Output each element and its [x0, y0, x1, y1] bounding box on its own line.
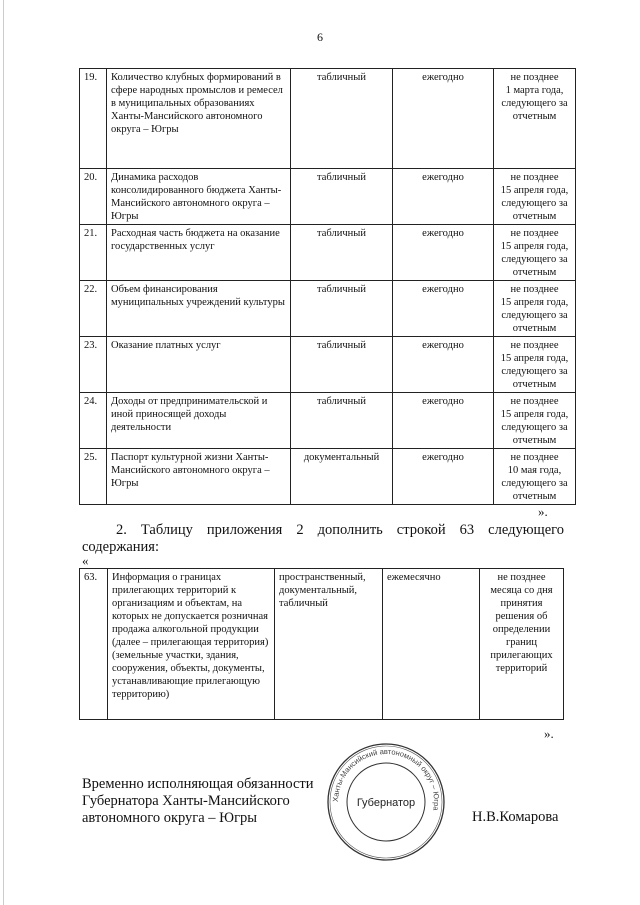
row-name: Информация о границах прилегающих территорий к организациям и объектам, на которых не допускается розничная продажа алкогольной продукции (далее – прилегающая территория) (земельные участки, здания, сооружения, объекты, документы, устанавливающие прилегающую территорию) — [108, 569, 275, 720]
seal-center-text: Губернатор — [356, 797, 416, 809]
row-deadline: не позднее 15 апреля года, следующего за отчетным — [494, 337, 576, 393]
row-period: ежегодно — [393, 169, 494, 225]
scan-margin-line — [3, 0, 4, 905]
row-number: 23. — [80, 337, 107, 393]
row-number: 20. — [80, 169, 107, 225]
row-number: 19. — [80, 69, 107, 169]
table-row — [80, 225, 576, 281]
row-form: пространственный, документальный, табличный — [275, 569, 383, 720]
row-number: 63. — [80, 569, 108, 720]
row-name: Расходная часть бюджета на оказание государственных услуг — [107, 225, 291, 281]
paragraph-text: 2. Таблицу приложения 2 дополнить строкой 63 следующего содержания: — [82, 522, 564, 555]
table-row — [80, 569, 564, 720]
amendment-paragraph — [82, 522, 564, 556]
row-number: 22. — [80, 281, 107, 337]
row-name: Оказание платных услуг — [107, 337, 291, 393]
closing-quote: ». — [544, 726, 554, 741]
indicators-table — [79, 68, 576, 505]
signatory-title-line: автономного округа – Югры — [82, 810, 258, 826]
signatory-title — [82, 776, 314, 827]
page-number: 6 — [317, 30, 323, 44]
row-deadline: не позднее 1 марта года, следующего за отчетным — [494, 69, 576, 169]
row-form: табличный — [291, 169, 393, 225]
row-name: Количество клубных формирований в сфере народных промыслов и ремесел в муниципальных образованиях Ханты-Мансийского автономного округа – Югры — [107, 69, 291, 169]
row-form: табличный — [291, 69, 393, 169]
row-form: табличный — [291, 225, 393, 281]
row-name: Динамика расходов консолидированного бюджета Ханты-Мансийского автономного округа – Югры — [107, 169, 291, 225]
row-deadline: не позднее 15 апреля года, следующего за отчетным — [494, 225, 576, 281]
signatory-name: Н.В.Комарова — [472, 809, 559, 825]
row-form: документальный — [291, 449, 393, 505]
closing-quote: ». — [538, 504, 548, 519]
row-number: 25. — [80, 449, 107, 505]
row-deadline: не позднее 15 апреля года, следующего за отчетным — [494, 169, 576, 225]
row-name: Объем финансирования муниципальных учреждений культуры — [107, 281, 291, 337]
opening-quote: « — [82, 553, 89, 568]
row-period: ежегодно — [393, 225, 494, 281]
official-seal — [325, 741, 447, 863]
row-period: ежегодно — [393, 281, 494, 337]
table-row — [80, 337, 576, 393]
signatory-title-line: Губернатора Ханты-Мансийского — [82, 793, 290, 809]
row-number: 21. — [80, 225, 107, 281]
table-row — [80, 393, 576, 449]
row-period: ежемесячно — [383, 569, 480, 720]
row-period: ежегодно — [393, 393, 494, 449]
seal-ring-text: Ханты-Мансийский автономный округ – Югра — [330, 746, 442, 812]
row-period: ежегодно — [393, 337, 494, 393]
row-period: ежегодно — [393, 449, 494, 505]
row-deadline: не позднее 15 апреля года, следующего за отчетным — [494, 281, 576, 337]
row-name: Доходы от предпринимательской и иной приносящей доходы деятельности — [107, 393, 291, 449]
row-form: табличный — [291, 393, 393, 449]
row-deadline: не позднее месяца со дня принятия решения об определении границ прилегающих территорий — [480, 569, 564, 720]
row-deadline: не позднее 15 апреля года, следующего за отчетным — [494, 393, 576, 449]
row-form: табличный — [291, 281, 393, 337]
signatory-title-line: Временно исполняющая обязанности — [82, 776, 314, 792]
row-form: табличный — [291, 337, 393, 393]
table-row — [80, 169, 576, 225]
row-deadline: не позднее 10 мая года, следующего за отчетным — [494, 449, 576, 505]
row-name: Паспорт культурной жизни Ханты-Мансийского автономного округа – Югры — [107, 449, 291, 505]
row-period: ежегодно — [393, 69, 494, 169]
row-number: 24. — [80, 393, 107, 449]
addition-table — [79, 568, 564, 720]
table-row — [80, 449, 576, 505]
table-row — [80, 69, 576, 169]
table-row — [80, 281, 576, 337]
